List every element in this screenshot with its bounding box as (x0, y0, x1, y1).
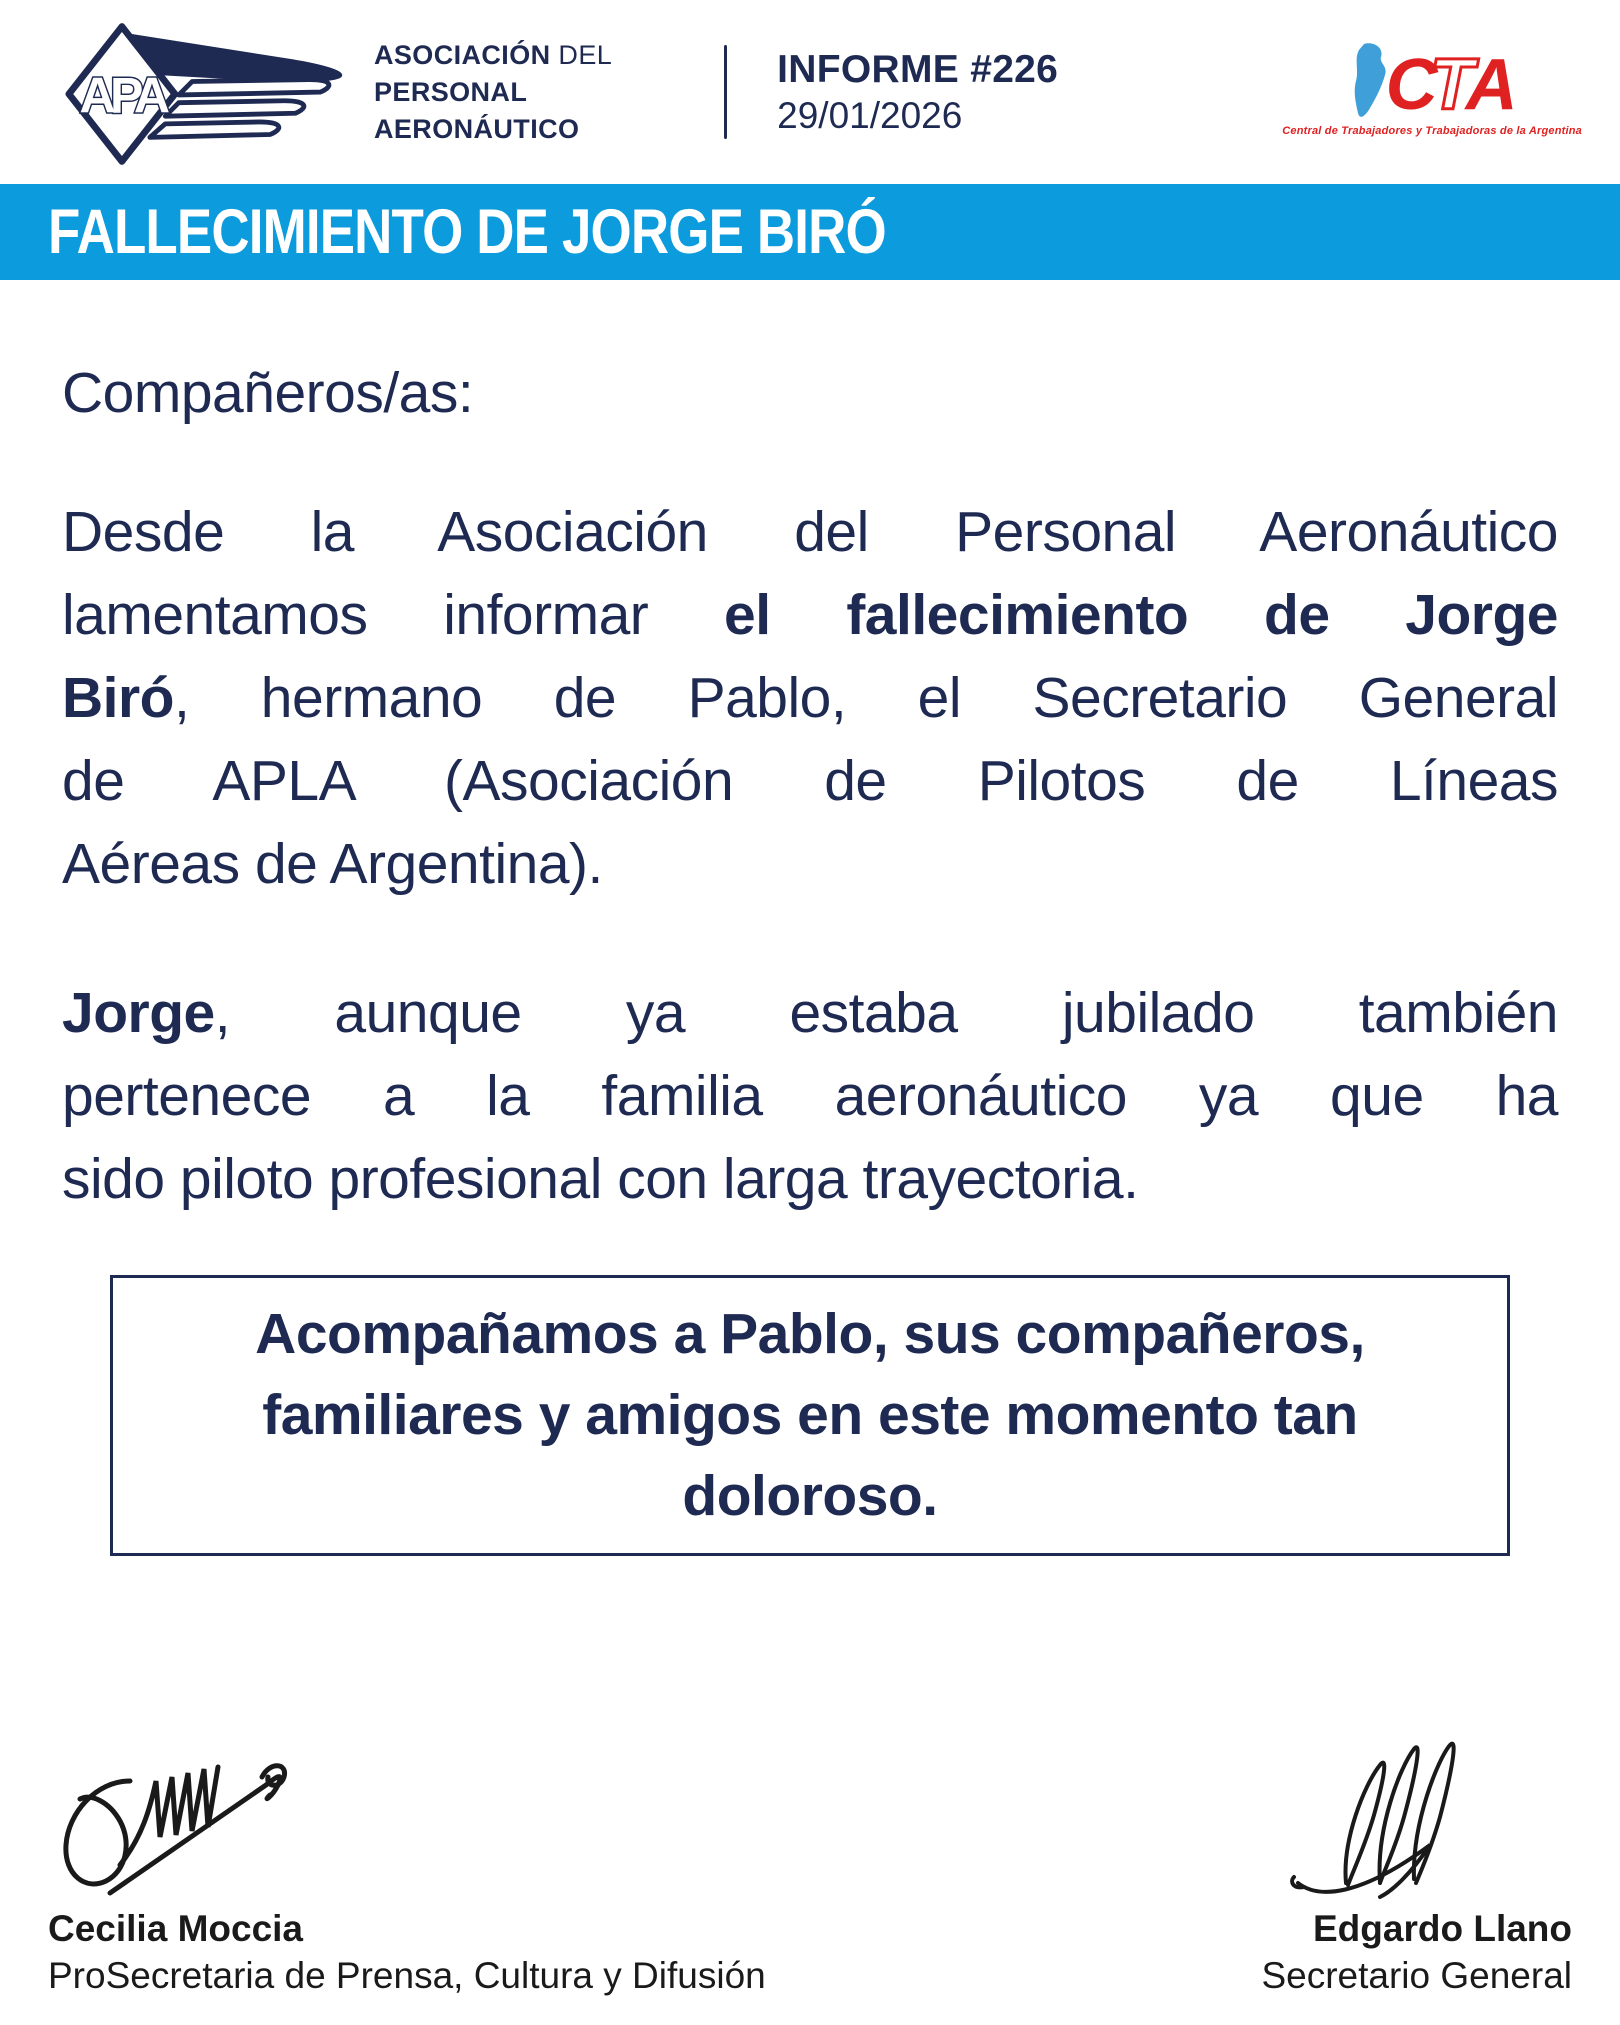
signature-left-name: Cecilia Moccia (48, 1908, 304, 1949)
paragraph-1 (62, 491, 1558, 906)
cta-tagline: Central de Trabajadores y Trabajadoras de la Argentina (1282, 124, 1582, 137)
paragraph-1-line-1: Desde la Asociación del Personal Aeronáutico (62, 500, 1558, 564)
cecilia-moccia-signature-image (48, 1733, 348, 1901)
brand-line-2: PERSONAL (374, 76, 528, 107)
paragraph-1-line-4: de APLA (Asociación de Pilotos de Líneas (62, 749, 1558, 813)
highlight-line-3: doloroso. (682, 1464, 938, 1528)
paragraph-1-line-2: lamentamos informar el fallecimiento de Jorge (62, 583, 1559, 647)
paragraph-1-line-5: Aéreas de Argentina). (62, 832, 603, 896)
brand-line-3: AERONÁUTICO (374, 113, 580, 144)
paragraph-2 (62, 972, 1558, 1221)
greeting-line: Compañeros/as: (62, 361, 474, 425)
paragraph-1-line-3: Biró, hermano de Pablo, el Secretario General (62, 666, 1558, 730)
cta-letter-c: C (1385, 44, 1435, 125)
brand-line-1: ASOCIACIÓN DEL (374, 39, 613, 70)
signature-left-role: ProSecretaria de Prensa, Cultura y Difusión (48, 1955, 766, 1996)
signature-block (48, 1733, 1572, 1999)
cta-letter-a: A (1465, 44, 1515, 125)
cta-logo-row (1350, 44, 1515, 125)
condolence-highlight-box (110, 1275, 1510, 1556)
apa-monogram: APA (79, 67, 165, 124)
signature-right (1261, 1733, 1572, 1999)
report-date: 29/01/2026 (777, 94, 963, 136)
report-number: INFORME #226 (777, 47, 1059, 91)
cta-letters (1385, 44, 1515, 125)
highlight-line-1: Acompañamos a Pablo, sus compañeros, (255, 1302, 1365, 1366)
highlight-line-2: familiares y amigos en este momento tan (262, 1383, 1358, 1447)
signature-right-role: Secretario General (1261, 1955, 1572, 1996)
title-banner (0, 184, 1620, 280)
header-divider (724, 45, 727, 139)
apa-wing-logo-icon (40, 19, 358, 169)
signature-left (48, 1733, 766, 1999)
edgardo-llano-signature-image (1290, 1733, 1520, 1901)
cta-letter-t: T (1429, 44, 1471, 125)
body-content (0, 280, 1620, 1556)
brand-name (374, 37, 612, 148)
argentina-map-icon (1350, 42, 1394, 122)
cta-logo (1282, 44, 1582, 137)
paragraph-2-line-1: Jorge, aunque ya estaba jubilado también (62, 981, 1558, 1045)
paragraph-2-line-2: pertenece a la familia aeronáutico ya que ha (62, 1064, 1558, 1128)
report-info (777, 46, 1058, 139)
page-title: FALLECIMIENTO DE JORGE BIRÓ (48, 197, 886, 267)
signature-right-name: Edgardo Llano (1313, 1908, 1572, 1949)
paragraph-2-line-3: sido piloto profesional con larga trayectoria. (62, 1147, 1139, 1211)
header (0, 0, 1620, 184)
